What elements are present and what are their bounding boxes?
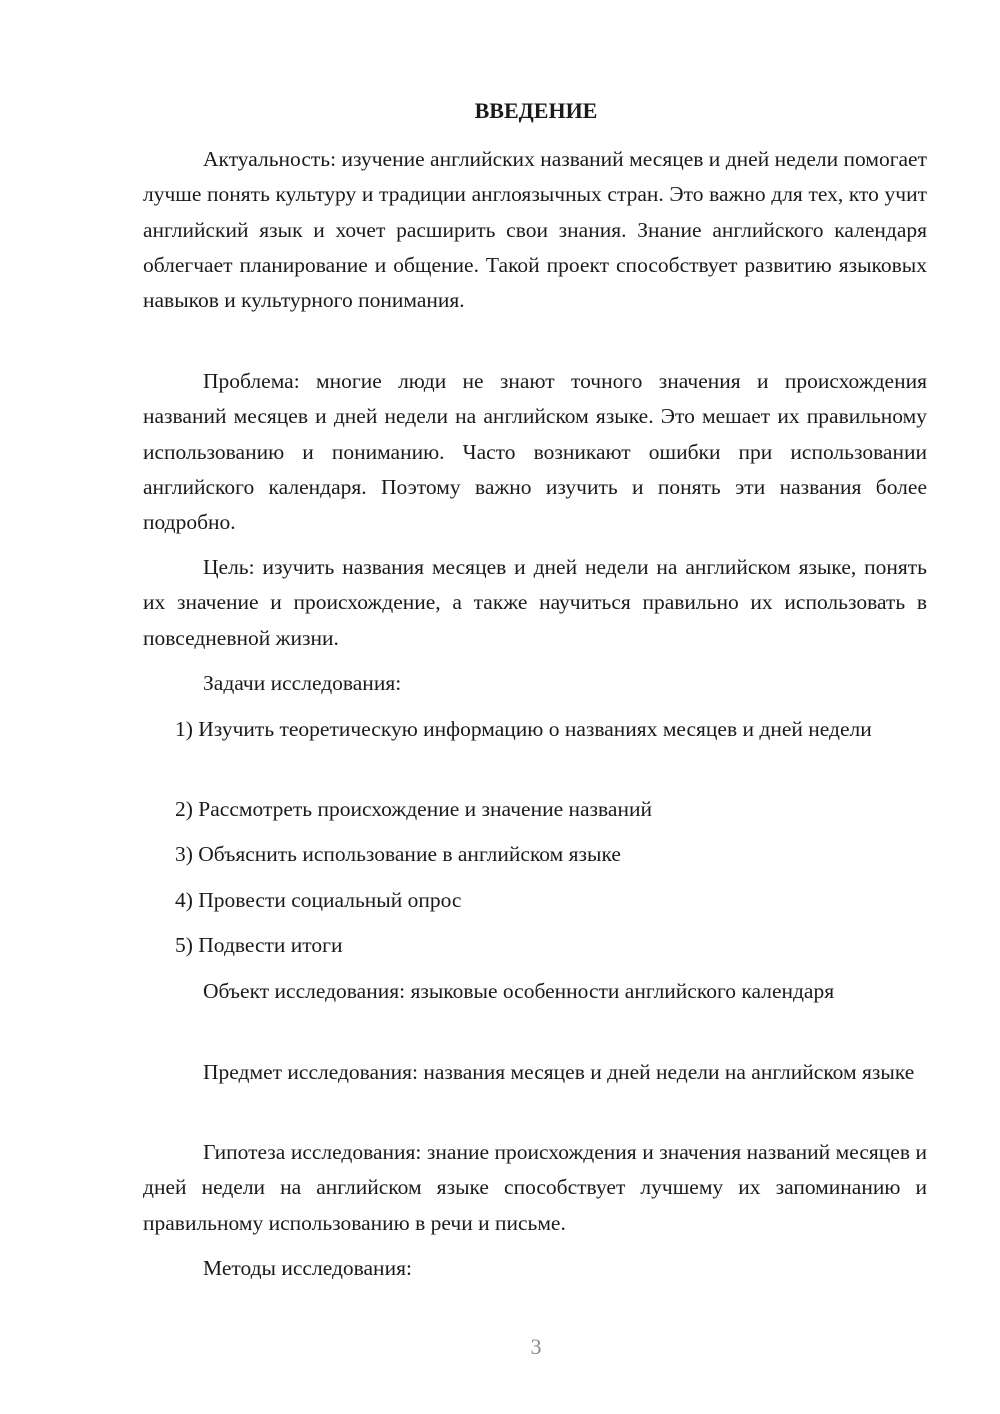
relevance-paragraph: Актуальность: изучение английских названий месяцев и дней недели помогает лучше понять культуру и традиции англоязычных стран. Это важно для тех, кто учит английский язык и хочет расширить свои знания. Знание английского календаря облегчает планирование и общение. Такой проект способствует развитию языковых навыков и культурного понимания.	[143, 147, 927, 313]
tasks-heading: Задачи исследования:	[203, 671, 402, 695]
problem-paragraph: Проблема: многие люди не знают точного значения и происхождения названий месяцев и дней недели на английском языке. Это мешает их правильному использованию и пониманию. Часто возникают ошибки при использовании английского календаря. Поэтому важно изучить и понять эти названия более подробно.	[143, 369, 927, 535]
methods-heading: Методы исследования:	[203, 1256, 412, 1280]
task-item-2: 2) Рассмотреть происхождение и значение названий	[175, 797, 652, 821]
object-paragraph: Объект исследования: языковые особенности английского календаря	[203, 979, 835, 1003]
task-item-3: 3) Объяснить использование в английском языке	[175, 842, 621, 866]
task-item-1: 1) Изучить теоретическую информацию о названиях месяцев и дней недели	[175, 717, 872, 741]
task-item-4: 4) Провести социальный опрос	[175, 888, 462, 912]
page-number: 3	[530, 1334, 542, 1359]
subject-paragraph: Предмет исследования: названия месяцев и дней недели на английском языке	[203, 1060, 915, 1084]
goal-paragraph: Цель: изучить названия месяцев и дней недели на английском языке, понять их значение и происхождение, а также научиться правильно их использовать в повседневной жизни.	[143, 555, 927, 650]
task-item-5: 5) Подвести итоги	[175, 933, 343, 957]
section-title: ВВЕДЕНИЕ	[474, 98, 598, 123]
hypothesis-paragraph: Гипотеза исследования: знание происхождения и значения названий месяцев и дней недели на английском языке способствует лучшему их запоминанию и правильному использованию в речи и письме.	[143, 1140, 927, 1235]
